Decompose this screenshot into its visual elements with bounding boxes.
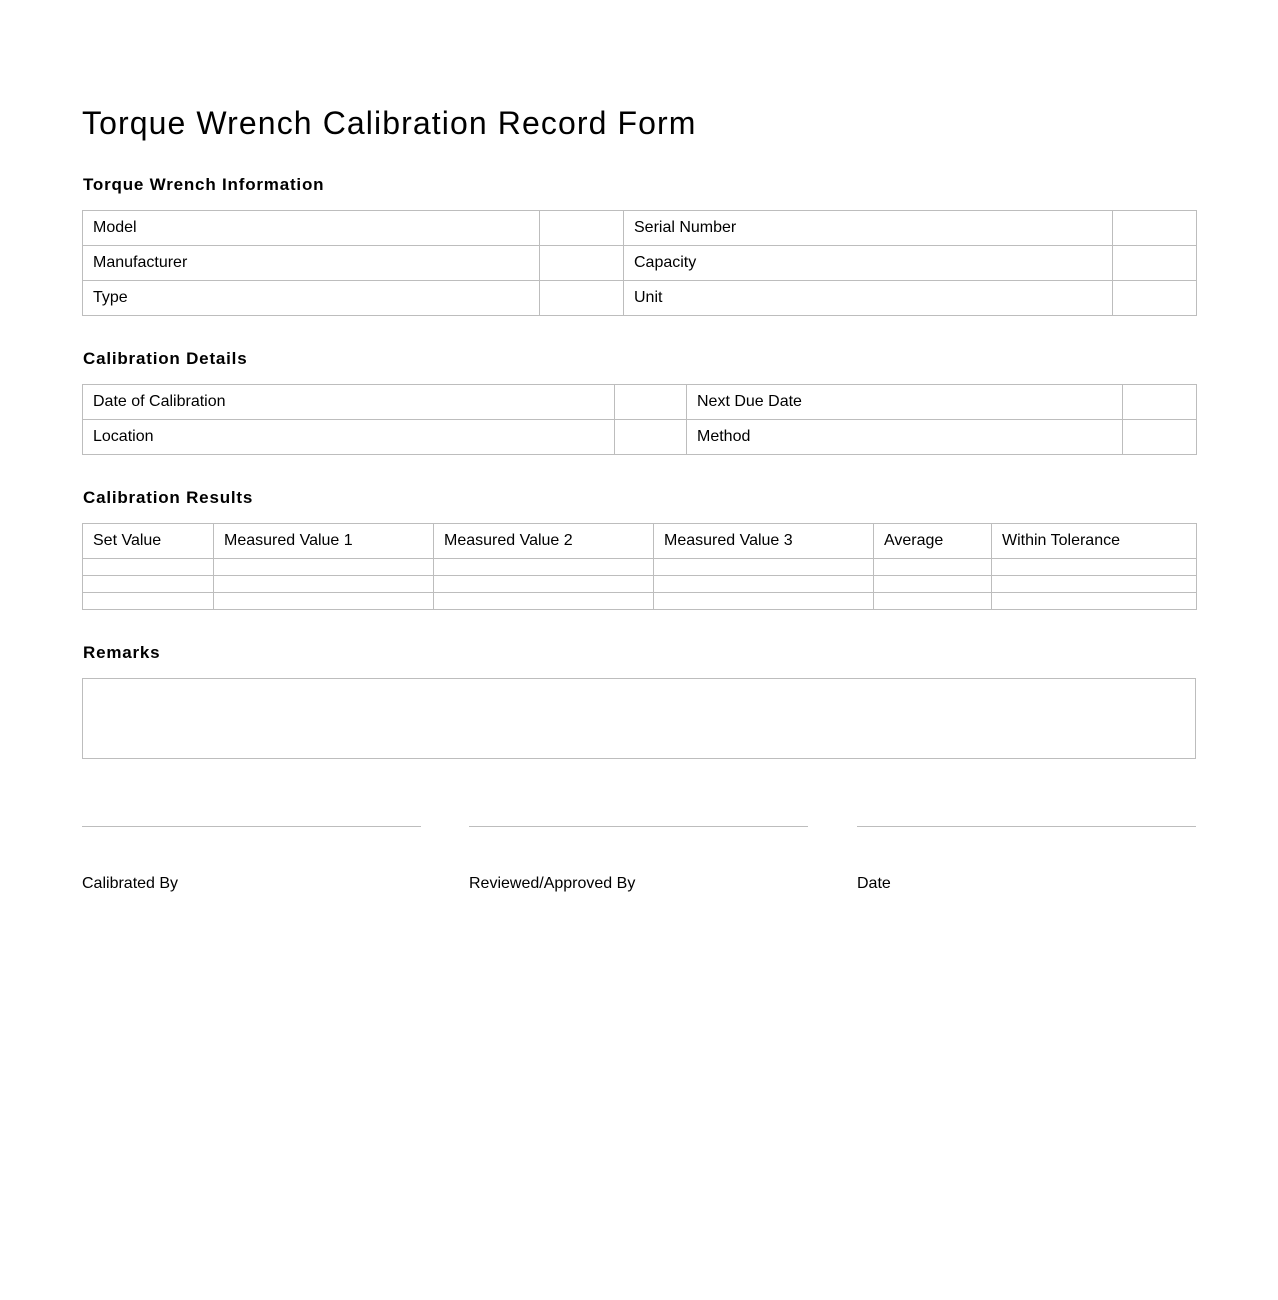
within-tolerance-cell[interactable]: [992, 559, 1197, 576]
calibration-details-table: [82, 384, 1197, 455]
section-heading-remarks: Remarks: [83, 643, 161, 662]
set-value-cell[interactable]: [83, 559, 214, 576]
average-cell[interactable]: [874, 593, 992, 610]
section-heading-calibration-results: Calibration Results: [83, 488, 254, 507]
signature-line[interactable]: [469, 826, 808, 827]
within-tolerance-cell[interactable]: [992, 576, 1197, 593]
measured-value-3-cell[interactable]: [654, 576, 874, 593]
signature-calibrated-by: [82, 826, 421, 892]
model-label: Model: [83, 211, 540, 246]
measured-value-1-cell[interactable]: [214, 559, 434, 576]
type-label: Type: [83, 281, 540, 316]
next-due-date-field[interactable]: [1123, 385, 1197, 420]
table-row: [83, 211, 1197, 246]
table-row: [83, 593, 1197, 610]
table-row: [83, 246, 1197, 281]
table-row: [83, 420, 1197, 455]
capacity-field[interactable]: [1113, 246, 1197, 281]
next-due-date-label: Next Due Date: [687, 385, 1123, 420]
signature-line[interactable]: [82, 826, 421, 827]
signature-date: [857, 826, 1196, 892]
wrench-info-table: [82, 210, 1197, 316]
unit-field[interactable]: [1113, 281, 1197, 316]
table-row: [83, 281, 1197, 316]
unit-label: Unit: [624, 281, 1113, 316]
table-row: [83, 559, 1197, 576]
signature-label: Date: [857, 875, 891, 892]
measured-value-2-cell[interactable]: [434, 559, 654, 576]
location-label: Location: [83, 420, 615, 455]
signature-label: Calibrated By: [82, 875, 179, 892]
column-header-measured-value-1: Measured Value 1: [214, 524, 434, 559]
column-header-average: Average: [874, 524, 992, 559]
column-header-measured-value-3: Measured Value 3: [654, 524, 874, 559]
measured-value-3-cell[interactable]: [654, 593, 874, 610]
average-cell[interactable]: [874, 559, 992, 576]
method-label: Method: [687, 420, 1123, 455]
within-tolerance-cell[interactable]: [992, 593, 1197, 610]
model-field[interactable]: [540, 211, 624, 246]
signature-label: Reviewed/Approved By: [469, 875, 636, 892]
manufacturer-label: Manufacturer: [83, 246, 540, 281]
set-value-cell[interactable]: [83, 576, 214, 593]
serial-number-label: Serial Number: [624, 211, 1113, 246]
date-of-calibration-field[interactable]: [615, 385, 687, 420]
set-value-cell[interactable]: [83, 593, 214, 610]
table-row: [83, 385, 1197, 420]
remarks-box[interactable]: [82, 678, 1196, 759]
measured-value-1-cell[interactable]: [214, 576, 434, 593]
column-header-set-value: Set Value: [83, 524, 214, 559]
location-field[interactable]: [615, 420, 687, 455]
type-field[interactable]: [540, 281, 624, 316]
capacity-label: Capacity: [624, 246, 1113, 281]
table-header-row: [83, 524, 1197, 559]
manufacturer-field[interactable]: [540, 246, 624, 281]
calibration-results-table: [82, 523, 1197, 610]
measured-value-3-cell[interactable]: [654, 559, 874, 576]
serial-number-field[interactable]: [1113, 211, 1197, 246]
date-of-calibration-label: Date of Calibration: [83, 385, 615, 420]
measured-value-1-cell[interactable]: [214, 593, 434, 610]
method-field[interactable]: [1123, 420, 1197, 455]
table-row: [83, 576, 1197, 593]
section-heading-calibration-details: Calibration Details: [83, 349, 248, 368]
average-cell[interactable]: [874, 576, 992, 593]
measured-value-2-cell[interactable]: [434, 593, 654, 610]
section-heading-wrench-info: Torque Wrench Information: [83, 175, 325, 194]
column-header-measured-value-2: Measured Value 2: [434, 524, 654, 559]
signature-reviewed-approved-by: [469, 826, 808, 892]
signature-line[interactable]: [857, 826, 1196, 827]
column-header-within-tolerance: Within Tolerance: [992, 524, 1197, 559]
measured-value-2-cell[interactable]: [434, 576, 654, 593]
page-title: Torque Wrench Calibration Record Form: [82, 105, 697, 141]
